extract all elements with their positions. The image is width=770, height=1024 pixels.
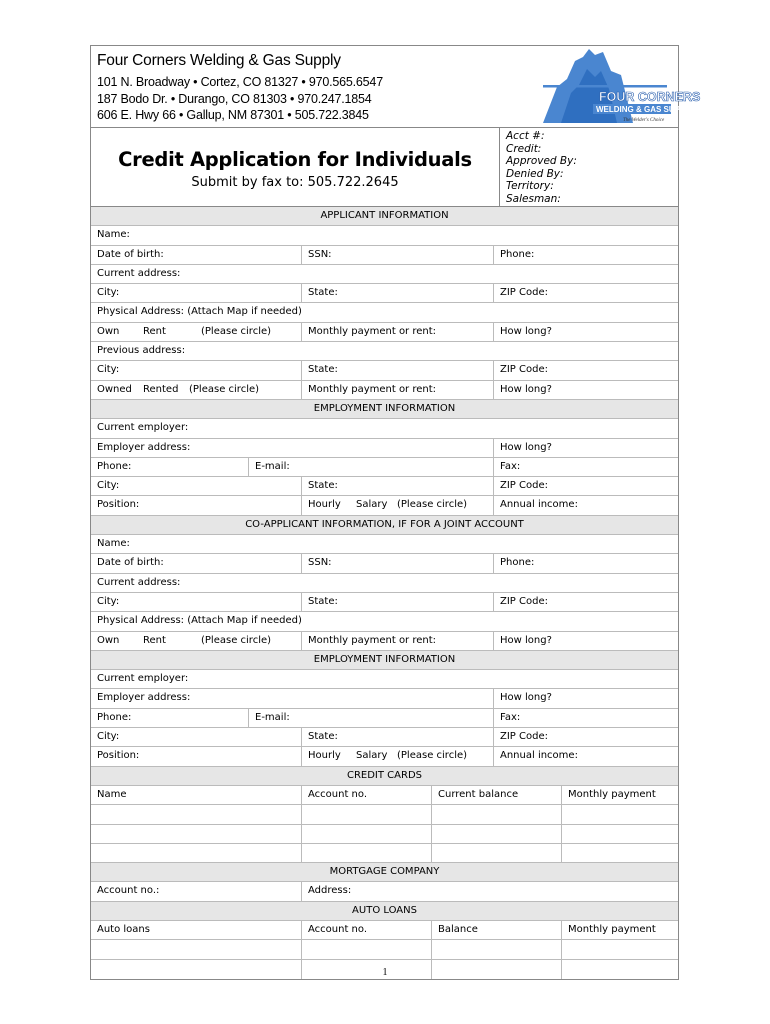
cc-name-header: Name	[97, 788, 127, 800]
auto-payment-cell[interactable]	[561, 940, 568, 958]
rent-option[interactable]: Rent	[143, 325, 166, 337]
monthly-payment-rent-label: Monthly payment or rent:	[301, 381, 436, 399]
hourly-option[interactable]: Hourly	[301, 747, 341, 765]
company-header	[91, 46, 701, 128]
phone-label: Phone:	[97, 711, 132, 723]
annual-income-label: Annual income:	[493, 747, 578, 765]
applicant-previous-address-row[interactable]	[91, 342, 678, 361]
state-label: State:	[301, 477, 338, 495]
co-employer-row[interactable]	[91, 670, 678, 689]
hourly-option[interactable]: Hourly	[301, 496, 341, 514]
city-label: City:	[97, 731, 120, 743]
own-option[interactable]: Own	[97, 325, 120, 337]
credit-card-entry-row[interactable]	[91, 825, 678, 844]
credit-cards-header-row	[91, 786, 678, 805]
address-gallup: 606 E. Hwy 66 • Gallup, NM 87301 • 505.722.3845	[97, 108, 369, 122]
cc-account-cell[interactable]	[301, 825, 308, 843]
salary-option[interactable]: Salary	[356, 499, 388, 511]
four-corners-logo	[537, 49, 701, 123]
page-title: Credit Application for Individuals	[118, 148, 472, 171]
cc-payment-cell[interactable]	[561, 805, 568, 823]
cc-payment-cell[interactable]	[561, 825, 568, 843]
applicant-current-address-row[interactable]	[91, 265, 678, 284]
section-coapplicant-employment: EMPLOYMENT INFORMATION	[91, 651, 678, 670]
auto-loans-header-row	[91, 921, 678, 940]
position-label: Position:	[97, 499, 140, 511]
auto-loans-header: Auto loans	[97, 923, 150, 935]
auto-account-cell[interactable]	[301, 940, 308, 958]
zip-label: ZIP Code:	[493, 477, 548, 495]
title-block	[91, 128, 500, 206]
how-long-label: How long?	[493, 689, 552, 707]
co-employer-city-row[interactable]	[91, 728, 678, 747]
city-label: City:	[97, 595, 120, 607]
page-number: 1	[382, 967, 388, 978]
please-circle-note: (Please circle)	[397, 750, 468, 762]
cc-balance-cell[interactable]	[431, 825, 438, 843]
own-option[interactable]: Own	[97, 634, 120, 646]
coapplicant-city-row[interactable]	[91, 593, 678, 612]
current-employer-label: Current employer:	[97, 422, 189, 434]
previous-address-label: Previous address:	[97, 345, 186, 357]
fax-instructions: Submit by fax to: 505.722.2645	[191, 175, 399, 190]
co-employer-address-row[interactable]	[91, 689, 678, 708]
state-label: State:	[301, 284, 338, 302]
monthly-payment-rent-label: Monthly payment or rent:	[301, 323, 436, 341]
fax-label: Fax:	[493, 458, 520, 476]
cc-payment-cell[interactable]	[561, 844, 568, 862]
employer-address-label: Employer address:	[97, 441, 191, 453]
how-long-label: How long?	[493, 439, 552, 457]
address-durango: 187 Bodo Dr. • Durango, CO 81303 • 970.247.1854	[97, 92, 372, 106]
mortgage-address-label: Address:	[301, 882, 351, 900]
cc-monthly-payment-header: Monthly payment	[561, 786, 656, 804]
phone-label: Phone:	[97, 460, 132, 472]
state-label: State:	[301, 728, 338, 746]
zip-label: ZIP Code:	[493, 284, 548, 302]
auto-loan-entry-row[interactable]	[91, 940, 678, 959]
zip-label: ZIP Code:	[493, 361, 548, 379]
please-circle-note: (Please circle)	[201, 325, 272, 337]
name-label: Name:	[97, 538, 130, 550]
city-label: City:	[97, 287, 120, 299]
office-credit-label: Credit:	[506, 142, 542, 155]
applicant-prev-residence-row[interactable]	[91, 381, 678, 400]
section-credit-cards: CREDIT CARDS	[91, 767, 678, 786]
employer-row[interactable]	[91, 419, 678, 438]
physical-address-label: Physical Address: (Attach Map if needed)	[97, 306, 302, 318]
title-row	[91, 128, 678, 207]
co-employer-position-row[interactable]	[91, 747, 678, 766]
cc-account-header: Account no.	[301, 786, 367, 804]
section-mortgage-company: MORTGAGE COMPANY	[91, 863, 678, 882]
email-label: E-mail:	[248, 458, 290, 476]
cc-balance-cell[interactable]	[431, 805, 438, 823]
section-coapplicant-information: CO-APPLICANT INFORMATION, IF FOR A JOINT ACCOUNT	[91, 516, 678, 535]
coapplicant-dob-row[interactable]	[91, 554, 678, 573]
applicant-name-row[interactable]	[91, 226, 678, 245]
monthly-payment-rent-label: Monthly payment or rent:	[301, 632, 436, 650]
mortgage-row[interactable]	[91, 882, 678, 901]
employer-address-label: Employer address:	[97, 692, 191, 704]
section-auto-loans: AUTO LOANS	[91, 902, 678, 921]
office-approved-label: Approved By:	[506, 155, 577, 167]
ssn-label: SSN:	[301, 246, 332, 264]
mortgage-account-label: Account no.:	[97, 885, 160, 897]
current-address-label: Current address:	[97, 576, 181, 588]
section-applicant-information: APPLICANT INFORMATION	[91, 207, 678, 226]
please-circle-note: (Please circle)	[397, 499, 468, 511]
position-label: Position:	[97, 750, 140, 762]
employer-city-row[interactable]	[91, 477, 678, 496]
owned-option[interactable]: Owned	[97, 383, 132, 395]
logo-text-sub: WELDING & GAS SUPPLY	[596, 105, 695, 114]
office-territory-label: Territory:	[506, 180, 554, 192]
auto-balance-header: Balance	[431, 921, 478, 939]
city-label: City:	[97, 480, 120, 492]
name-label: Name:	[97, 229, 130, 241]
please-circle-note: (Please circle)	[189, 383, 260, 395]
dob-label: Date of birth:	[97, 248, 164, 260]
cc-account-cell[interactable]	[301, 805, 308, 823]
cc-account-cell[interactable]	[301, 844, 308, 862]
cc-balance-cell[interactable]	[431, 844, 438, 862]
zip-label: ZIP Code:	[493, 728, 548, 746]
city-label: City:	[97, 364, 120, 376]
ssn-label: SSN:	[301, 554, 332, 572]
coapplicant-current-address-row[interactable]	[91, 574, 678, 593]
how-long-label: How long?	[493, 381, 552, 399]
applicant-residence-row[interactable]	[91, 323, 678, 342]
rented-option[interactable]: Rented	[143, 383, 179, 395]
current-address-label: Current address:	[97, 267, 181, 279]
phone-label: Phone:	[493, 246, 534, 264]
coapplicant-name-row[interactable]	[91, 535, 678, 554]
email-label: E-mail:	[248, 709, 290, 727]
state-label: State:	[301, 361, 338, 379]
coapplicant-physical-address-row[interactable]	[91, 612, 678, 631]
credit-card-entry-row[interactable]	[91, 844, 678, 863]
applicant-dob-row[interactable]	[91, 246, 678, 265]
office-acct-label: Acct #:	[506, 130, 545, 142]
how-long-label: How long?	[493, 323, 552, 341]
zip-label: ZIP Code:	[493, 593, 548, 611]
coapplicant-residence-row[interactable]	[91, 632, 678, 651]
phone-label: Phone:	[493, 554, 534, 572]
annual-income-label: Annual income:	[493, 496, 578, 514]
salary-option[interactable]: Salary	[356, 750, 388, 762]
applicant-city-row[interactable]	[91, 284, 678, 303]
how-long-label: How long?	[493, 632, 552, 650]
cc-balance-header: Current balance	[431, 786, 518, 804]
physical-address-label: Physical Address: (Attach Map if needed)	[97, 615, 302, 627]
credit-application-form	[90, 45, 701, 980]
employer-address-row[interactable]	[91, 439, 678, 458]
logo-text-main: FOUR CORNERS	[599, 90, 701, 104]
office-denied-label: Denied By:	[506, 167, 564, 180]
auto-balance-cell[interactable]	[431, 940, 438, 958]
applicant-prev-city-row[interactable]	[91, 361, 678, 380]
logo-tagline: The Welder's Choice	[623, 118, 665, 123]
rent-option[interactable]: Rent	[143, 634, 166, 646]
applicant-physical-address-row[interactable]	[91, 303, 678, 322]
office-use-box	[506, 130, 577, 205]
office-salesman-label: Salesman:	[506, 192, 561, 205]
current-employer-label: Current employer:	[97, 673, 189, 685]
dob-label: Date of birth:	[97, 557, 164, 569]
address-cortez: 101 N. Broadway • Cortez, CO 81327 • 970.565.6547	[97, 75, 383, 89]
auto-account-header: Account no.	[301, 921, 367, 939]
fax-label: Fax:	[493, 709, 520, 727]
credit-card-entry-row[interactable]	[91, 805, 678, 824]
section-employment-information: EMPLOYMENT INFORMATION	[91, 400, 678, 419]
co-employer-phone-row[interactable]	[91, 709, 678, 728]
state-label: State:	[301, 593, 338, 611]
employer-position-row[interactable]	[91, 496, 678, 515]
employer-phone-row[interactable]	[91, 458, 678, 477]
auto-monthly-payment-header: Monthly payment	[561, 921, 656, 939]
please-circle-note: (Please circle)	[201, 634, 272, 646]
company-name: Four Corners Welding & Gas Supply	[97, 52, 341, 69]
